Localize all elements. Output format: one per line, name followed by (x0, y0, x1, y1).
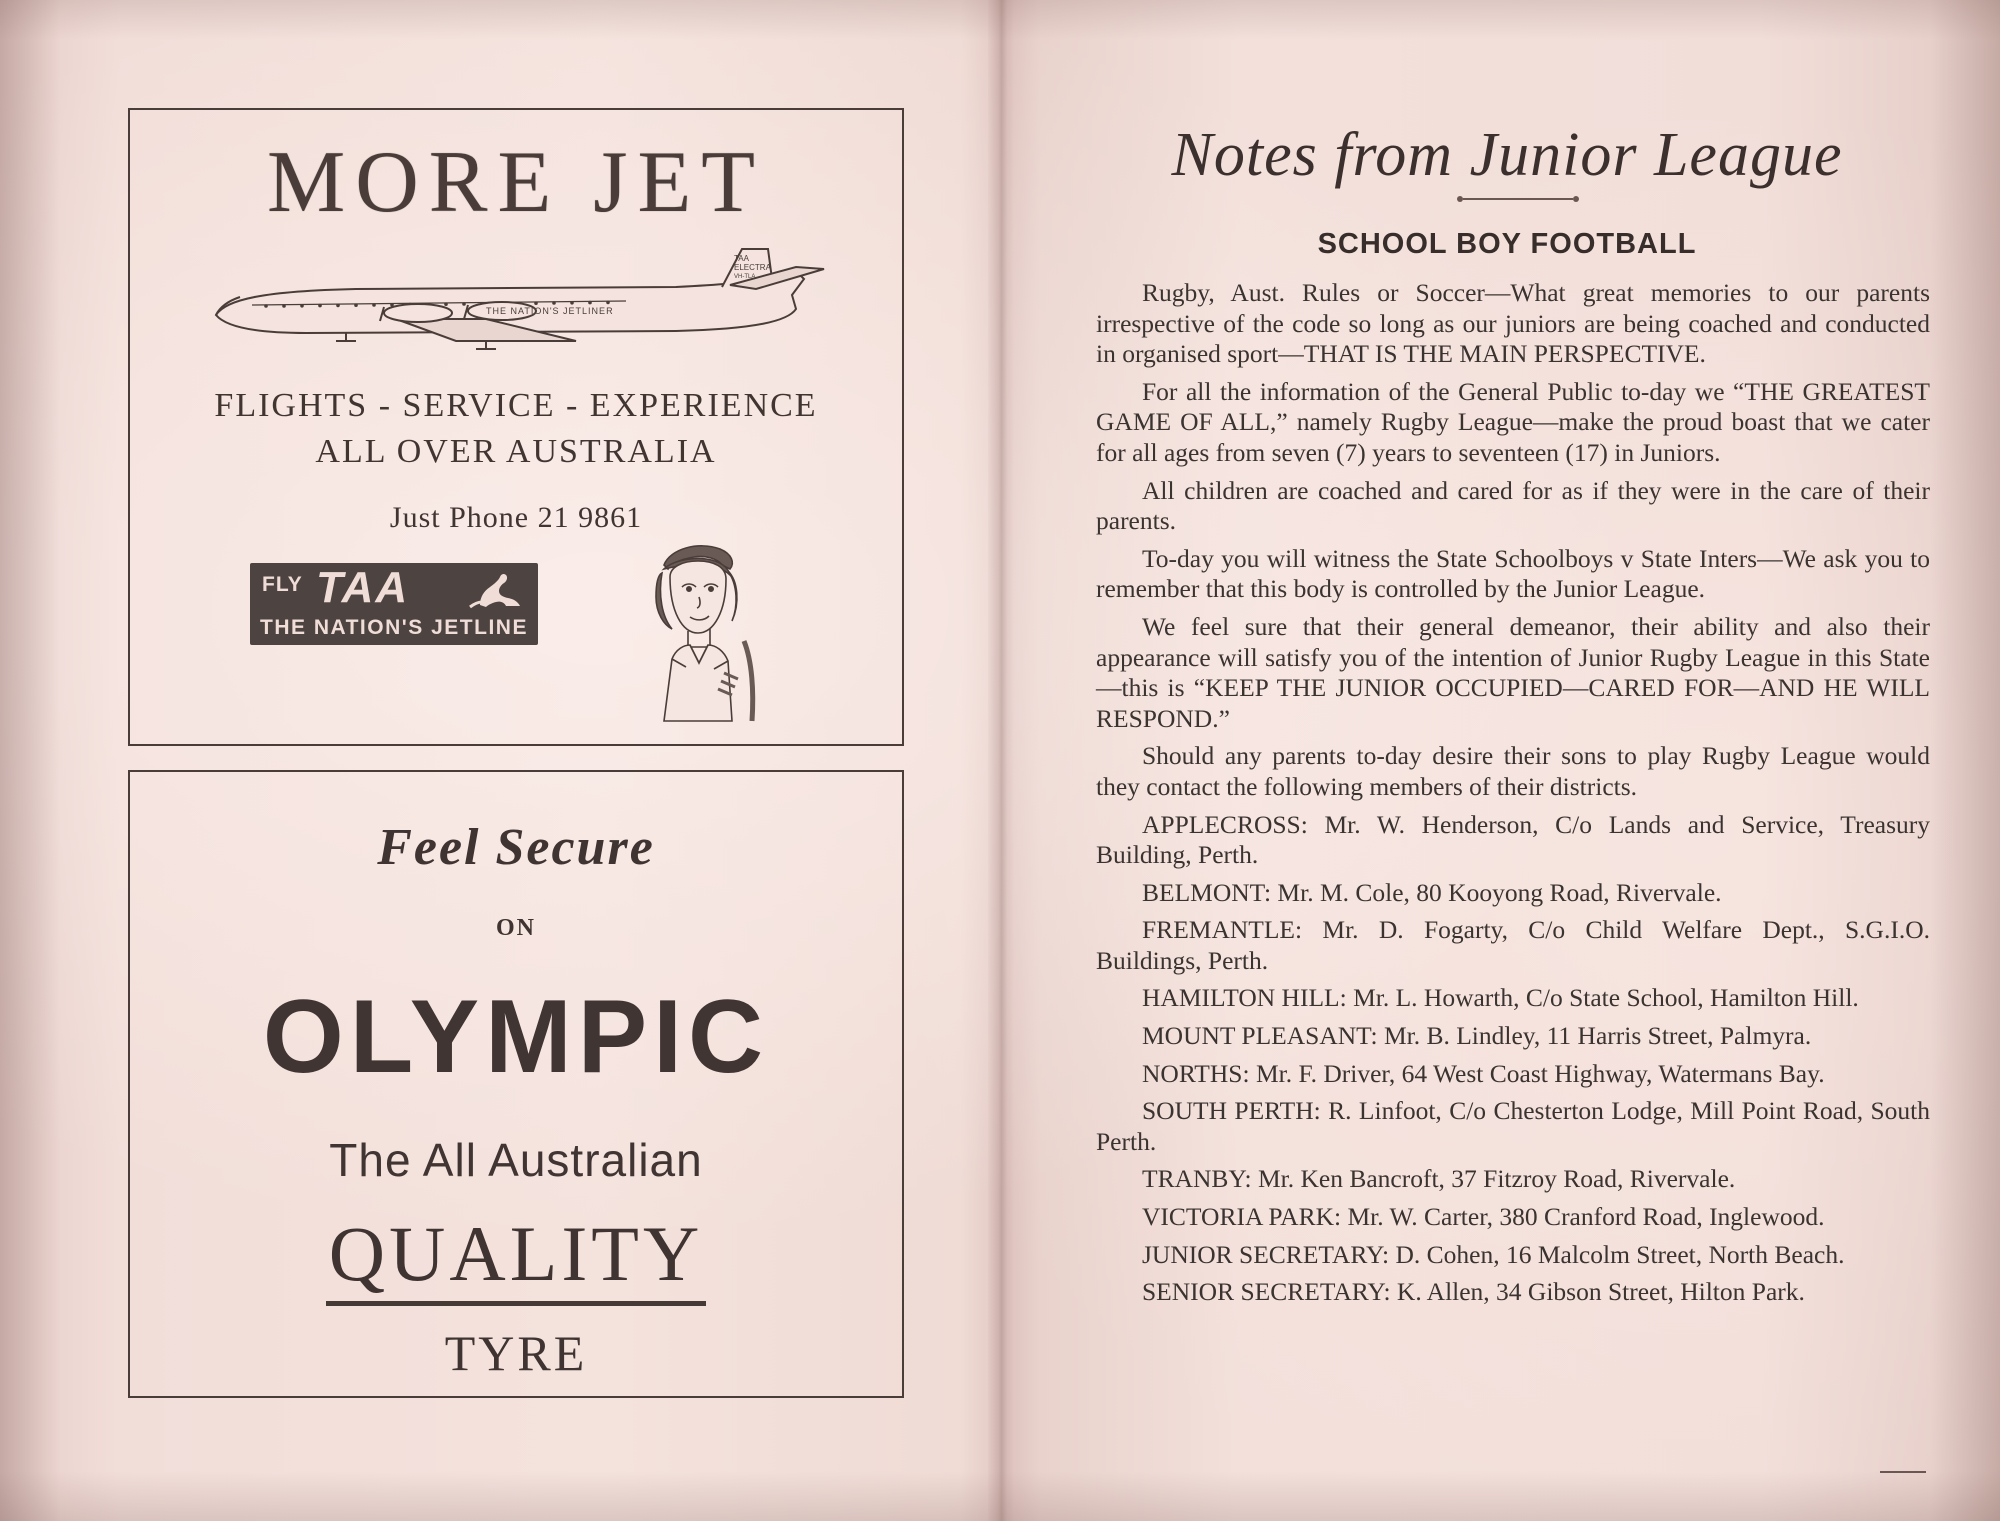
olympic-brand: OLYMPIC (262, 979, 770, 1095)
taa-tagline-line2: ALL OVER AUSTRALIA (315, 433, 717, 470)
district-contact: HAMILTON HILL: Mr. L. Howarth, C/o State School, Hamilton Hill. (1142, 983, 1859, 1013)
taa-tagline-line1: FLIGHTS - SERVICE - EXPERIENCE (214, 387, 818, 424)
taa-logo-fly: FLY (262, 573, 303, 596)
paragraph: Rugby, Aust. Rules or Soccer—What great memories to our parents irrespective of the code so long as our juniors are being coached and conducted in organised sport—THAT IS THE MAIN PERSPECTIVE. (1096, 278, 1930, 369)
air-hostess-illustration (602, 521, 802, 736)
page-title: Notes from Junior League (1171, 121, 1843, 189)
district-contact: NORTHS: Mr. F. Driver, 64 West Coast Highway, Watermans Bay. (1142, 1058, 1825, 1088)
olympic-line2: ON (496, 915, 536, 941)
taa-phone: Just Phone 21 9861 (389, 501, 643, 534)
district-contact: SOUTH PERTH: R. Linfoot, C/o Chesterton Lodge, Mill Point Road, South Perth. (1096, 1096, 1930, 1156)
olympic-line5: TYRE (444, 1325, 588, 1381)
paragraph: All children are coached and cared for as if they were in the care of their parents. (1096, 475, 1930, 536)
svg-text:TAA: TAA (734, 254, 749, 263)
left-page (0, 0, 988, 1521)
district-contact: JUNIOR SECRETARY: D. Cohen, 16 Malcolm Street, North Beach. (1142, 1239, 1845, 1269)
paragraph: For all the information of the General Public to-day we “THE GREATEST GAME OF ALL,” namely Rugby League—make the proud boast that we cater for all ages from seven (7) years to seventeen (17) in Juniors. (1096, 376, 1930, 467)
district-contact: FREMANTLE: Mr. D. Fogarty, C/o Child Welfare Dept., S.G.I.O. Buildings, Perth. (1096, 915, 1930, 975)
advertisement-taa (128, 108, 904, 746)
right-page (1014, 0, 2000, 1521)
olympic-line3: The All Australian (329, 1134, 703, 1186)
section-subheading: SCHOOL BOY FOOTBALL (1317, 228, 1697, 260)
paragraph: We feel sure that their general demeanor, their ability and also their appearance will satisfy you of the intention of Junior Rugby League in this State—this is “KEEP THE JUNIOR OCCUPIED—CARED FOR—AND HE WILL RESPOND.” (1096, 611, 1930, 733)
district-contact: SENIOR SECRETARY: K. Allen, 34 Gibson Street, Hilton Park. (1142, 1277, 1805, 1307)
taa-headline: MORE JET (267, 134, 765, 231)
paragraph: To-day you will witness the State Schoolboys v State Inters—We ask you to remember that this body is controlled by the Junior League. (1096, 543, 1930, 604)
svg-text:THE NATION'S JETLINER: THE NATION'S JETLINER (486, 306, 614, 316)
district-contact: TRANBY: Mr. Ken Bancroft, 37 Fitzroy Road, Rivervale. (1142, 1164, 1736, 1194)
olympic-divider (326, 1301, 706, 1306)
paragraph: Should any parents to-day desire their sons to play Rugby League would they contact the following members of their districts. (1096, 741, 1930, 801)
district-contact: MOUNT PLEASANT: Mr. B. Lindley, 11 Harris Street, Palmyra. (1142, 1021, 1812, 1051)
svg-text:ELECTRA: ELECTRA (734, 263, 771, 272)
svg-text:VH-TLA: VH-TLA (734, 274, 756, 280)
district-contact: BELMONT: Mr. M. Cole, 80 Kooyong Road, Rivervale. (1142, 877, 1722, 907)
advertisement-olympic-tyre (128, 770, 904, 1398)
district-contact: APPLECROSS: Mr. W. Henderson, C/o Lands and Service, Treasury Building, Perth. (1096, 809, 1930, 870)
taa-footer-area (130, 557, 902, 727)
taa-logo (250, 563, 538, 645)
olympic-line4: QUALITY (328, 1210, 704, 1297)
olympic-line1: Feel Secure (377, 819, 655, 876)
aircraft-illustration (130, 237, 902, 369)
end-mark (1880, 1471, 1926, 1473)
title-divider (1463, 198, 1573, 200)
district-contact: VICTORIA PARK: Mr. W. Carter, 380 Cranford Road, Inglewood. (1142, 1202, 1825, 1232)
kangaroo-icon (466, 571, 524, 616)
taa-logo-brand: TAA (316, 563, 410, 612)
book-spine-shadow (988, 0, 1014, 1521)
article-body (1096, 278, 1930, 1315)
taa-logo-slogan: THE NATION'S JETLINE (260, 616, 528, 639)
